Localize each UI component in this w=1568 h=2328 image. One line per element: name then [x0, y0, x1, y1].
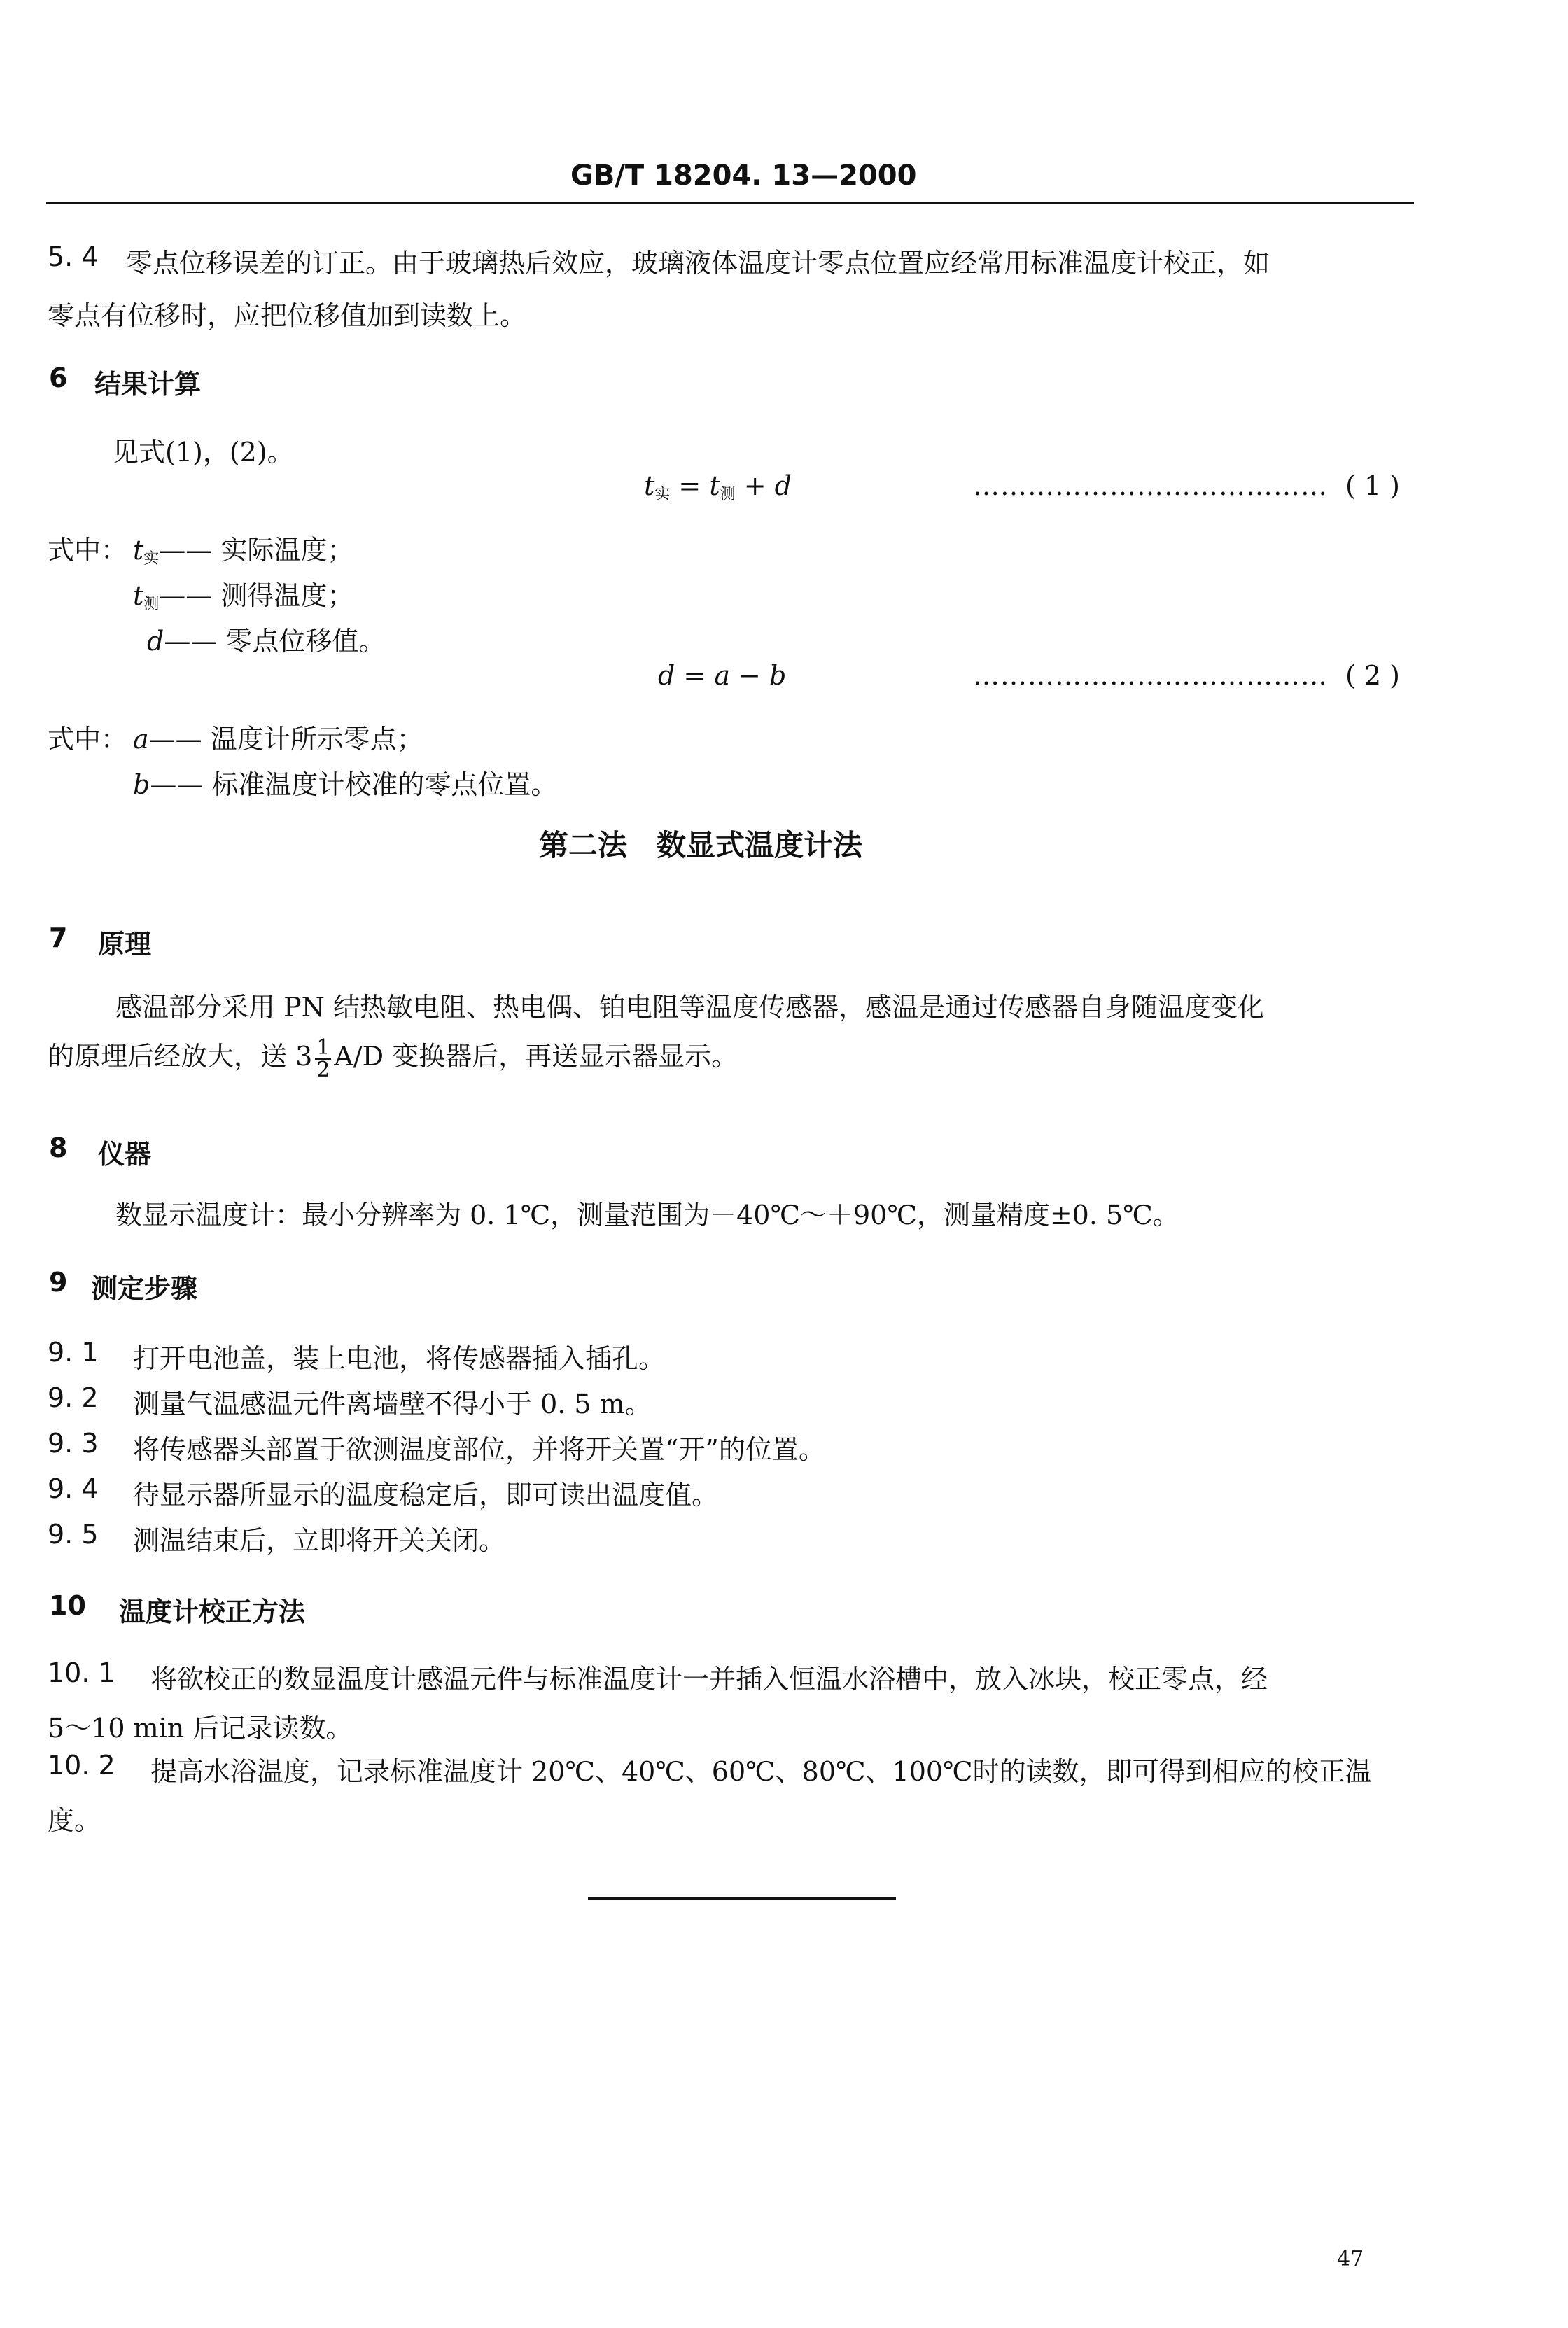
- step-10-2-line1: 提高水浴温度，记录标准温度计 20℃、40℃、60℃、80℃、100℃时的读数，即可得到相应的校正温: [150, 1756, 1372, 1787]
- section-7-title: 原理: [98, 929, 152, 960]
- definition-t-measured: $t_测——$ 测得温度；: [133, 580, 354, 613]
- section-7-line1: 感温部分采用 PN 结热敏电阻、热电偶、铂电阻等温度传感器，感温是通过传感器自身随温度变化: [115, 992, 1264, 1023]
- section-5-4-line2: 零点有位移时，应把位移值加到读数上。: [48, 300, 527, 331]
- definition-d: d—— 零点位移值。: [147, 626, 386, 657]
- section-9-title: 测定步骤: [91, 1273, 198, 1304]
- step-10-1-number: 10. 1: [48, 1657, 115, 1688]
- method-2-title: 第二法 数显式温度计法: [539, 828, 863, 862]
- section-10-title: 温度计校正方法: [119, 1597, 306, 1627]
- definition-a: a—— 温度计所示零点；: [133, 724, 424, 755]
- where-label-1: 式中：: [48, 535, 128, 566]
- equation-1: $t_实 = t_测 + d$: [644, 470, 792, 503]
- equation-2-label: ( 2 ): [1345, 660, 1400, 691]
- where-label-2: 式中：: [48, 724, 128, 755]
- section-5-4-number: 5. 4: [48, 241, 99, 272]
- end-of-document-rule: [588, 1897, 896, 1900]
- section-10-number: 10: [49, 1590, 86, 1621]
- equation-1-label: ( 1 ): [1345, 470, 1400, 501]
- step-9-5-number: 9. 5: [48, 1519, 99, 1550]
- step-9-4-text: 待显示器所显示的温度稳定后，即可读出温度值。: [133, 1480, 719, 1510]
- equation-1-leader-dots: …………………………………: [973, 470, 1328, 501]
- section-6-number: 6: [49, 363, 68, 393]
- step-10-2-line2: 度。: [48, 1805, 102, 1836]
- section-8-line1: 数显示温度计：最小分辨率为 0. 1℃，测量范围为－40℃～＋90℃，测量精度±0. 5℃。: [115, 1200, 1180, 1230]
- step-9-2-number: 9. 2: [48, 1382, 99, 1413]
- definition-b: b—— 标准温度计校准的零点位置。: [133, 769, 558, 800]
- section-8-number: 8: [49, 1133, 68, 1163]
- step-9-1-number: 9. 1: [48, 1337, 99, 1368]
- fraction-one-half: $\frac{1}{2}$: [316, 1035, 330, 1082]
- section-9-number: 9: [49, 1267, 68, 1298]
- standard-id: GB/T 18204. 13—2000: [570, 160, 917, 192]
- definition-t-actual: $t_实——$ 实际温度；: [133, 535, 354, 568]
- page-number: 47: [1337, 2247, 1364, 2271]
- step-9-5-text: 测温结束后，立即将开关关闭。: [133, 1525, 506, 1556]
- step-10-1-line1: 将欲校正的数显温度计感温元件与标准温度计一并插入恒温水浴槽中，放入冰块，校正零点，经: [150, 1664, 1268, 1695]
- header-rule: [46, 202, 1414, 204]
- step-10-2-number: 10. 2: [48, 1750, 115, 1781]
- section-7-number: 7: [49, 923, 68, 953]
- step-9-2-text: 测量气温感温元件离墙壁不得小于 0. 5 m。: [133, 1389, 652, 1419]
- section-6-intro: 见式(1)，(2)。: [112, 437, 294, 468]
- equation-2-leader-dots: …………………………………: [973, 660, 1328, 691]
- equation-2: d = a − b: [658, 660, 787, 691]
- step-9-4-number: 9. 4: [48, 1473, 99, 1504]
- section-5-4-line1: 零点位移误差的订正。由于玻璃热后效应，玻璃液体温度计零点位置应经常用标准温度计校正，如: [126, 248, 1270, 279]
- step-9-3-number: 9. 3: [48, 1428, 99, 1459]
- step-9-1-text: 打开电池盖，装上电池，将传感器插入插孔。: [133, 1343, 666, 1374]
- section-6-title: 结果计算: [94, 369, 202, 400]
- step-10-1-line2: 5～10 min 后记录读数。: [48, 1713, 353, 1744]
- step-9-3-text: 将传感器头部置于欲测温度部位，并将开关置“开”的位置。: [133, 1434, 825, 1465]
- section-7-line2: 的原理后经放大，送 3 $\frac{1}{2}$ A/D 变换器后，再送显示器显示。: [48, 1035, 738, 1082]
- section-8-title: 仪器: [98, 1139, 152, 1170]
